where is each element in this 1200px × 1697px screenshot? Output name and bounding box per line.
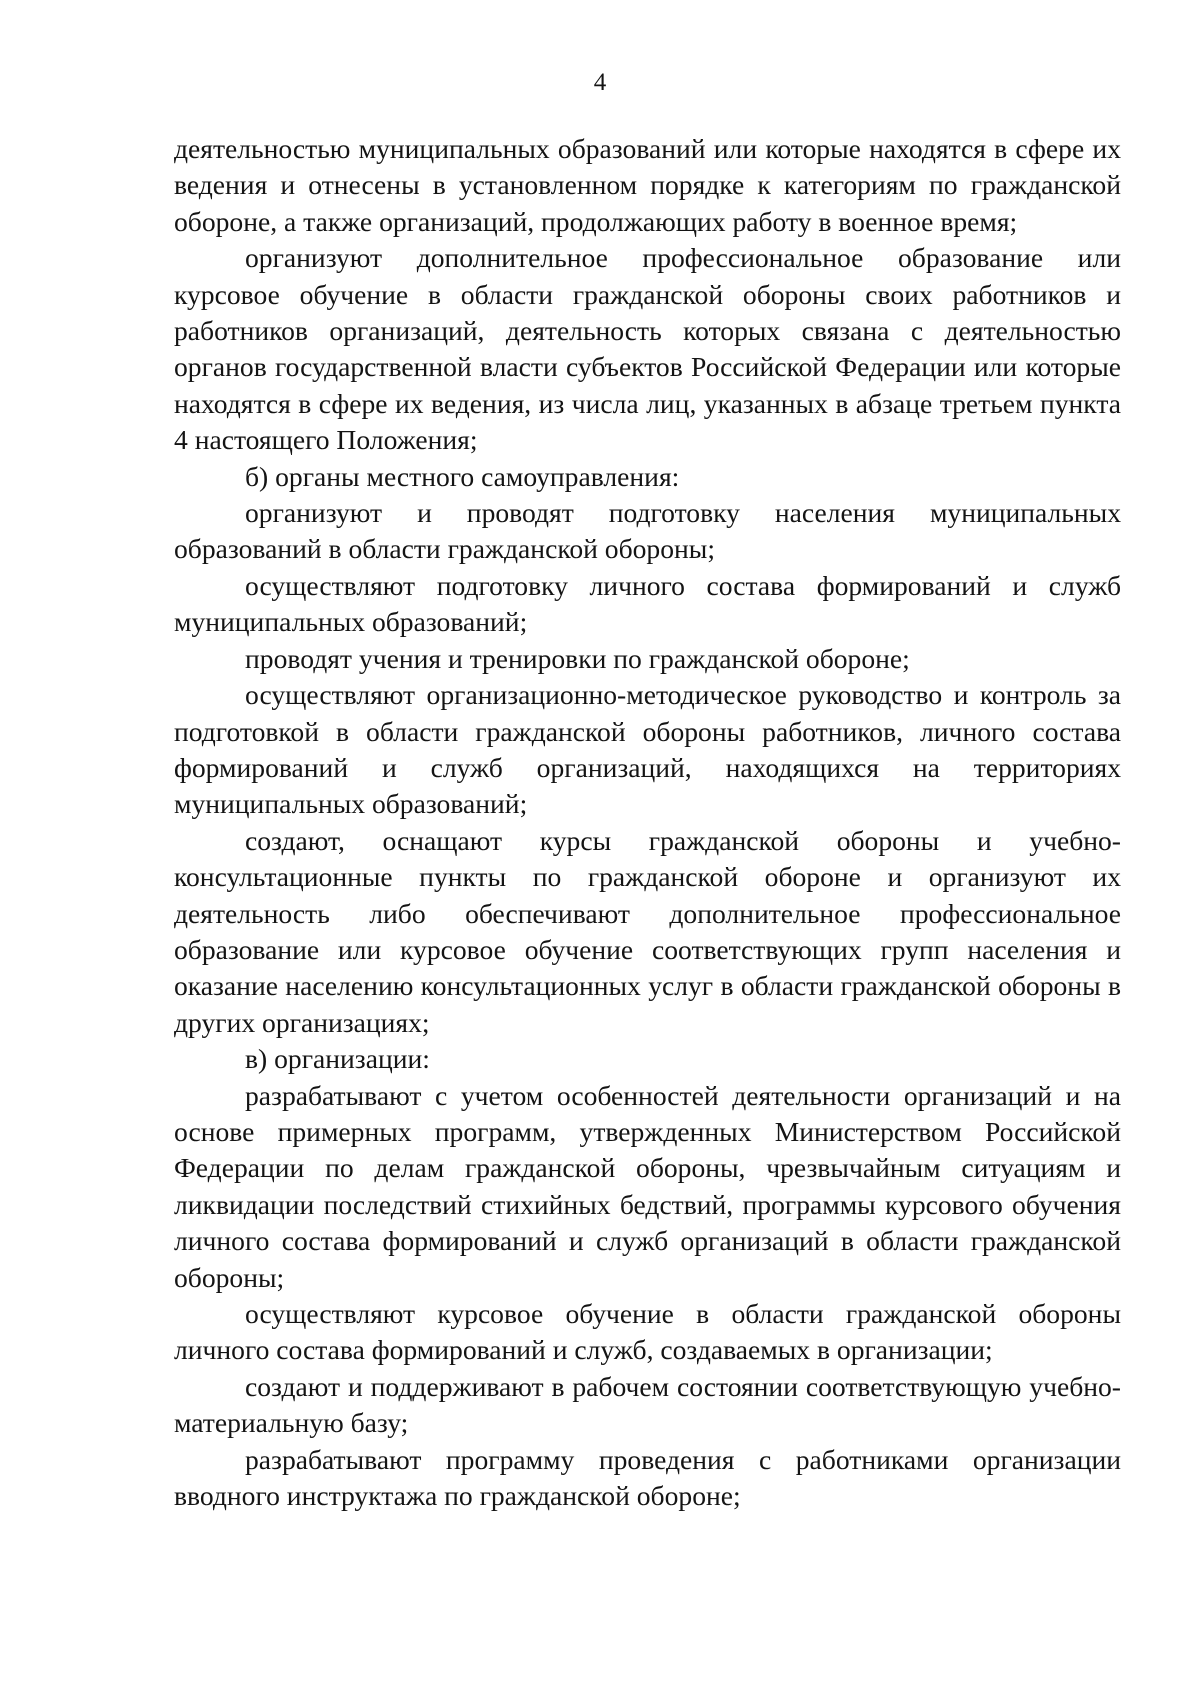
page-number: 4 xyxy=(593,69,607,96)
document-body xyxy=(174,131,1121,1514)
paragraph-exercises: проводят учения и тренировки по гражданской обороне; xyxy=(245,642,910,674)
paragraph-population-training: организуют и проводят подготовку населения муниципальных образований в области гражданской обороны; xyxy=(174,497,1121,565)
paragraph-heading-organizations: в) организации: xyxy=(245,1043,430,1075)
paragraph-heading-local-government: б) органы местного самоуправления: xyxy=(245,460,680,492)
paragraph-course-training: осуществляют курсовое обучение в области гражданской обороны личного состава формирований и служб, создаваемых в организации; xyxy=(174,1298,1121,1366)
paragraph-continuation: деятельностью муниципальных образований или которые находятся в сфере их ведения и отнесены в установленном порядке к категориям по гражданской обороне, а также организаций, продолжающих работу в военное время; xyxy=(174,133,1121,237)
paragraph-induction-briefing: разрабатывают программу проведения с работниками организации вводного инструктажа по гражданской обороне; xyxy=(174,1443,1121,1512)
paragraph-professional-education: организуют дополнительное профессиональное образование или курсовое обучение в области гражданской обороны своих работников и работников организаций, деятельность которых связана с деятельностью органов государственной власти субъектов Российской Федерации или которые находятся в сфере их ведения, из числа лиц, указанных в абзаце третьем пункта 4 настоящего Положения; xyxy=(174,242,1121,456)
paragraph-material-base: создают и поддерживают в рабочем состоянии соответствующую учебно-материальную базу; xyxy=(174,1370,1121,1439)
paragraph-courses: создают, оснащают курсы гражданской обороны и учебно-консультационные пункты по гражданской обороне и организуют их деятельность либо обеспечивают дополнительное профессиональное образование или курсовое обучение соответствующих групп населения и оказание населению консультационных услуг в области гражданской обороны в других организациях; xyxy=(174,824,1121,1038)
paragraph-personnel-training: осуществляют подготовку личного состава формирований и служб муниципальных образований; xyxy=(174,569,1121,638)
paragraph-methodical-guidance: осуществляют организационно-методическое руководство и контроль за подготовкой в области гражданской обороны работников, личного состава формирований и служб организаций, находящихся на территориях муниципальных образований; xyxy=(174,679,1121,820)
paragraph-programs: разрабатывают с учетом особенностей деятельности организаций и на основе примерных программ, утвержденных Министерством Российской Федерации по делам гражданской обороны, чрезвычайным ситуациям и ликвидации последствий стихийных бедствий, программы курсового обучения личного состава формирований и служб организаций в области гражданской обороны; xyxy=(174,1079,1121,1293)
